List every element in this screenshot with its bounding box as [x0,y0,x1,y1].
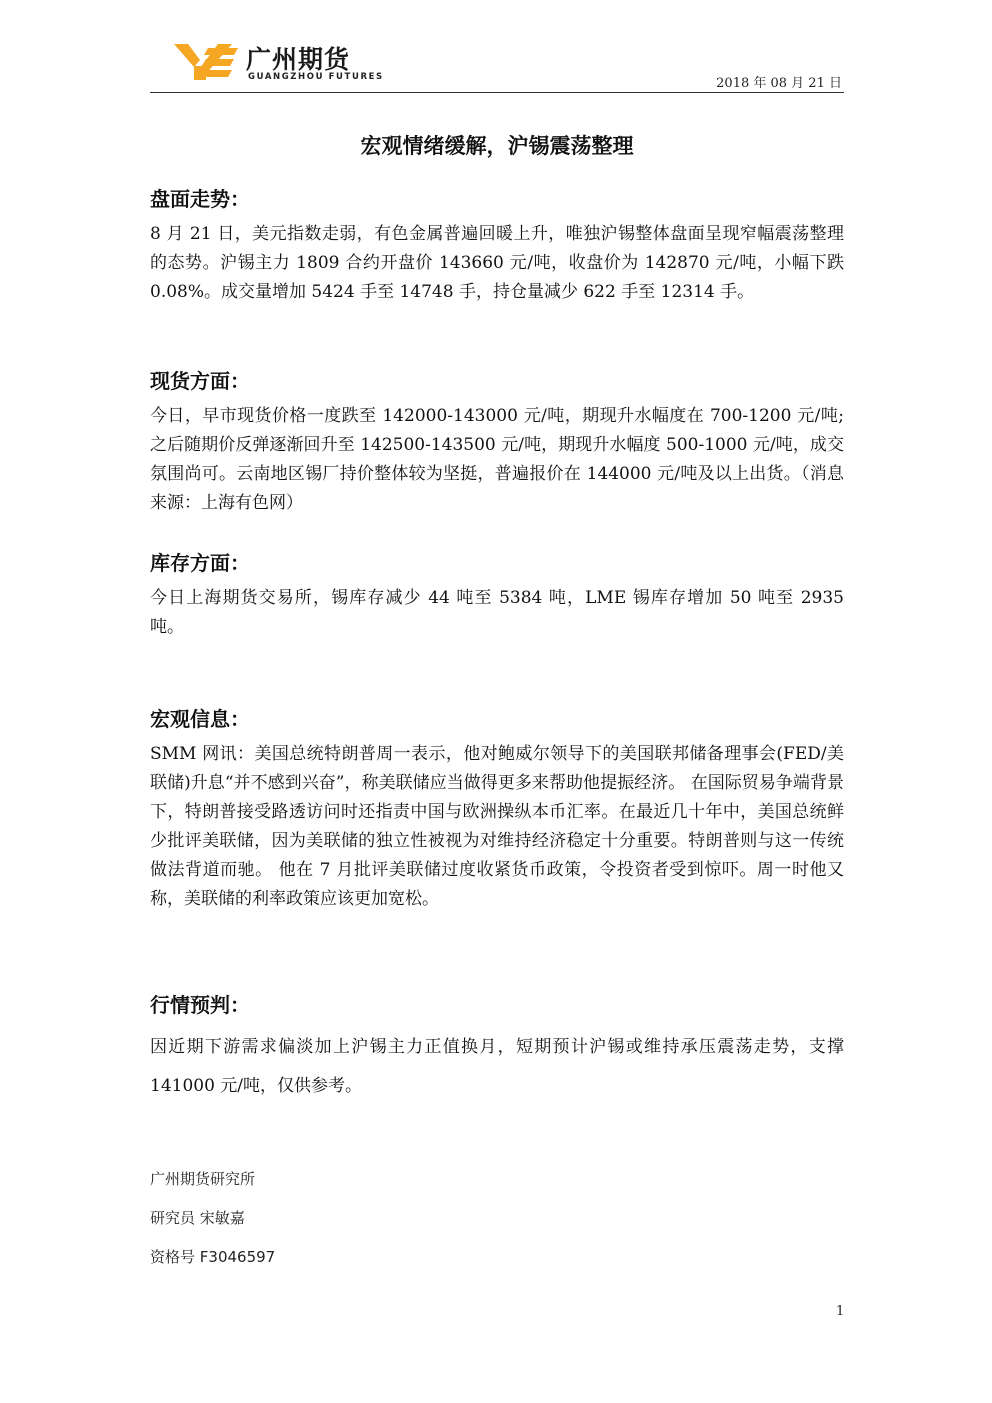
institute-name: 广州期货研究所 [150,1170,256,1188]
section-text: 今日上海期货交易所，锡库存减少 44 吨至 5384 吨，LME 锡库存增加 50 吨至 2935 吨。 [150,588,844,637]
section-outlook [150,990,844,1106]
section-inventory [150,548,844,642]
section-heading: 库存方面： [150,551,250,575]
logo-text-cn: 广州期货 [246,45,351,74]
report-date: 2018 年 08 月 21 日 [716,76,842,91]
section-heading: 盘面走势： [150,187,250,211]
section-text: SMM 网讯：美国总统特朗普周一表示，他对鲍威尔领导下的美国联邦储备理事会(FED/美联储)升息“并不感到兴奋”，称美联储应当做得更多来帮助他提振经济。 在国际贸易争端背景下，特朗普接受路透访问时还指责中国与欧洲操纵本币汇率。在最近几十年中，美国总统鲜少批评美联储，因为美联储的独立性被视为对维持经济稳定十分重要。特朗普则与这一传统做法背道而驰。 他在 7 月批评美联储过度收紧货币政策，令投资者受到惊吓。周一时他又称，美联储的利率政策应该更加宽松。 [150,744,844,909]
company-logo [174,40,394,86]
header-divider [150,92,844,93]
logo-text-en: GUANGZHOU FUTURES [248,72,384,82]
section-text: 因近期下游需求偏淡加上沪锡主力正值换月，短期预计沪锡或维持承压震荡走势，支撑 141000 元/吨，仅供参考。 [150,1037,844,1096]
section-market-trend [150,184,844,307]
qualification-number: 资格号 F3046597 [150,1248,276,1266]
report-footer [150,1168,550,1285]
section-macro [150,704,844,914]
report-title: 宏观情绪缓解，沪锡震荡整理 [360,134,634,158]
researcher-name: 研究员 宋敏嘉 [150,1209,245,1227]
section-heading: 宏观信息： [150,707,250,731]
section-heading: 现货方面： [150,369,250,393]
section-heading: 行情预判： [150,993,250,1017]
section-text: 8 月 21 日，美元指数走弱，有色金属普遍回暖上升，唯独沪锡整体盘面呈现窄幅震荡整理的态势。沪锡主力 1809 合约开盘价 143660 元/吨，收盘价为 142870 元/吨，小幅下跌 0.08%。成交量增加 5424 手至 14748 手，持仓量减少 622 手至 12314 手。 [150,224,844,302]
page-number: 1 [836,1304,845,1319]
section-text: 今日，早市现货价格一度跌至 142000-143000 元/吨，期现升水幅度在 700-1200 元/吨;之后随期价反弹逐渐回升至 142500-143500 元/吨，期现升水幅度 500-1000 元/吨，成交氛围尚可。云南地区锡厂持价整体较为坚挺，普遍报价在 144000 元/吨及以上出货。（消息来源：上海有色网） [150,406,844,513]
logo-mark-icon [174,40,240,84]
section-spot [150,366,844,518]
page-header [150,36,844,92]
